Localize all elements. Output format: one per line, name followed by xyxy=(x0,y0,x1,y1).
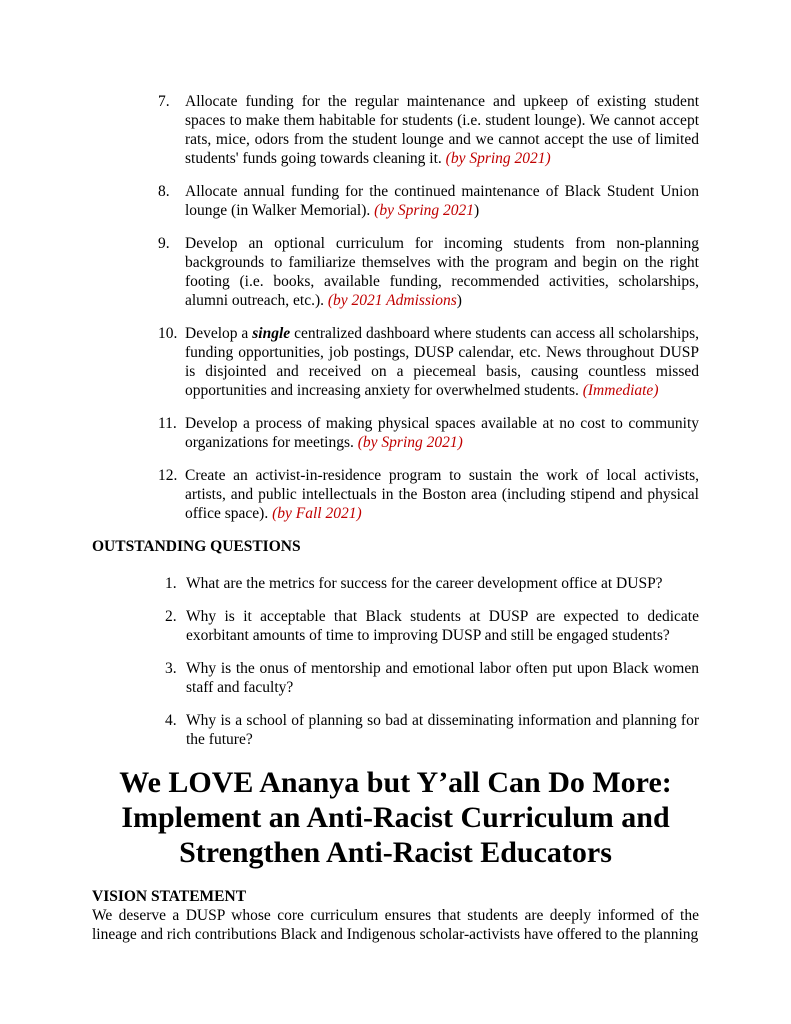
list-item-text xyxy=(185,414,699,452)
list-item xyxy=(158,414,699,452)
list-item xyxy=(165,607,699,645)
title-line-1: We LOVE Ananya but Y’all Can Do More: xyxy=(119,766,672,799)
list-number: 9. xyxy=(158,235,170,252)
list-item-text xyxy=(185,92,699,168)
list-number: 4. xyxy=(165,712,177,729)
list-item xyxy=(165,711,699,749)
list-number: 10. xyxy=(158,325,178,342)
list-item-text xyxy=(185,182,699,220)
vision-statement-heading: VISION STATEMENT xyxy=(92,888,247,905)
text-segment: centralized dashboard where students can access all scholarships, funding opportunities, job postings, DUSP calendar, etc. News throughout DUSP is disjointed and received on a piecemeal basis, causing countless missed opportunities and increasing anxiety for overwhelmed students. xyxy=(185,325,699,399)
list-item xyxy=(158,92,699,168)
text-segment: Why is a school of planning so bad at disseminating information and planning for the future? xyxy=(186,712,699,748)
text-segment: Develop an optional curriculum for incoming students from non-planning backgrounds to familiarize themselves with the program and begin on the right footing (i.e. books, available funding, recommended activities, scholarships, alumni outreach, etc.). xyxy=(185,235,699,309)
text-segment: ) xyxy=(474,202,480,219)
title-line-3: Strengthen Anti-Racist Educators xyxy=(179,836,612,869)
list-number: 7. xyxy=(158,93,170,110)
text-segment: Create an activist-in-residence program to sustain the work of local activists, artists, and public intellectuals in the Boston area (including stipend and physical office space). xyxy=(185,467,699,522)
text-segment: Allocate annual funding for the continued maintenance of Black Student Union lounge (in Walker Memorial). xyxy=(185,183,699,219)
list-item xyxy=(158,324,699,400)
list-item xyxy=(158,234,699,310)
document-title xyxy=(92,765,699,870)
list-number: 8. xyxy=(158,183,170,200)
list-item-text xyxy=(186,659,699,697)
list-item xyxy=(165,574,699,593)
list-item xyxy=(158,466,699,523)
list-item xyxy=(165,659,699,697)
list-number: 2. xyxy=(165,608,177,625)
list-number: 3. xyxy=(165,660,177,677)
styled-text-segment: single xyxy=(252,325,291,342)
list-number: 1. xyxy=(165,575,177,592)
list-number: 12. xyxy=(158,467,178,484)
text-segment: Allocate funding for the regular maintenance and upkeep of existing student spaces to make them habitable for students (i.e. student lounge). We cannot accept rats, mice, odors from the student lounge and we cannot accept the use of limited students' funds going towards cleaning it. xyxy=(185,93,699,167)
text-segment: What are the metrics for success for the career development office at DUSP? xyxy=(186,575,663,592)
list-item xyxy=(158,182,699,220)
styled-text-segment: (by Fall 2021) xyxy=(272,505,362,522)
text-segment: Develop a process of making physical spaces available at no cost to community organizations for meetings. xyxy=(185,415,699,451)
styled-text-segment: (by Spring 2021) xyxy=(445,150,551,167)
questions-list xyxy=(92,574,699,749)
outstanding-questions-heading: OUTSTANDING QUESTIONS xyxy=(92,538,301,555)
text-segment: Develop a xyxy=(185,325,253,342)
list-number: 11. xyxy=(158,415,177,432)
title-line-2: Implement an Anti-Racist Curriculum and xyxy=(121,801,670,834)
styled-text-segment: (by Spring 2021 xyxy=(374,202,475,219)
list-item-text xyxy=(185,466,699,523)
styled-text-segment: (Immediate) xyxy=(582,382,659,399)
text-segment: ) xyxy=(456,292,462,309)
list-item-text xyxy=(186,574,699,593)
list-item-text xyxy=(186,607,699,645)
list-item-text xyxy=(186,711,699,749)
styled-text-segment: (by 2021 Admissions xyxy=(327,292,457,309)
text-segment: Why is it acceptable that Black students at DUSP are expected to dedicate exorbitant amounts of time to improving DUSP and still be engaged students? xyxy=(186,608,699,644)
demands-list xyxy=(92,92,699,523)
vision-paragraph: We deserve a DUSP whose core curriculum ensures that students are deeply informed of the lineage and rich contributions Black and Indigenous scholar-activists have offered to the planning xyxy=(92,907,699,943)
list-item-text xyxy=(185,234,699,310)
list-item-text xyxy=(185,324,699,400)
styled-text-segment: (by Spring 2021) xyxy=(357,434,463,451)
text-segment: Why is the onus of mentorship and emotional labor often put upon Black women staff and faculty? xyxy=(186,660,699,696)
